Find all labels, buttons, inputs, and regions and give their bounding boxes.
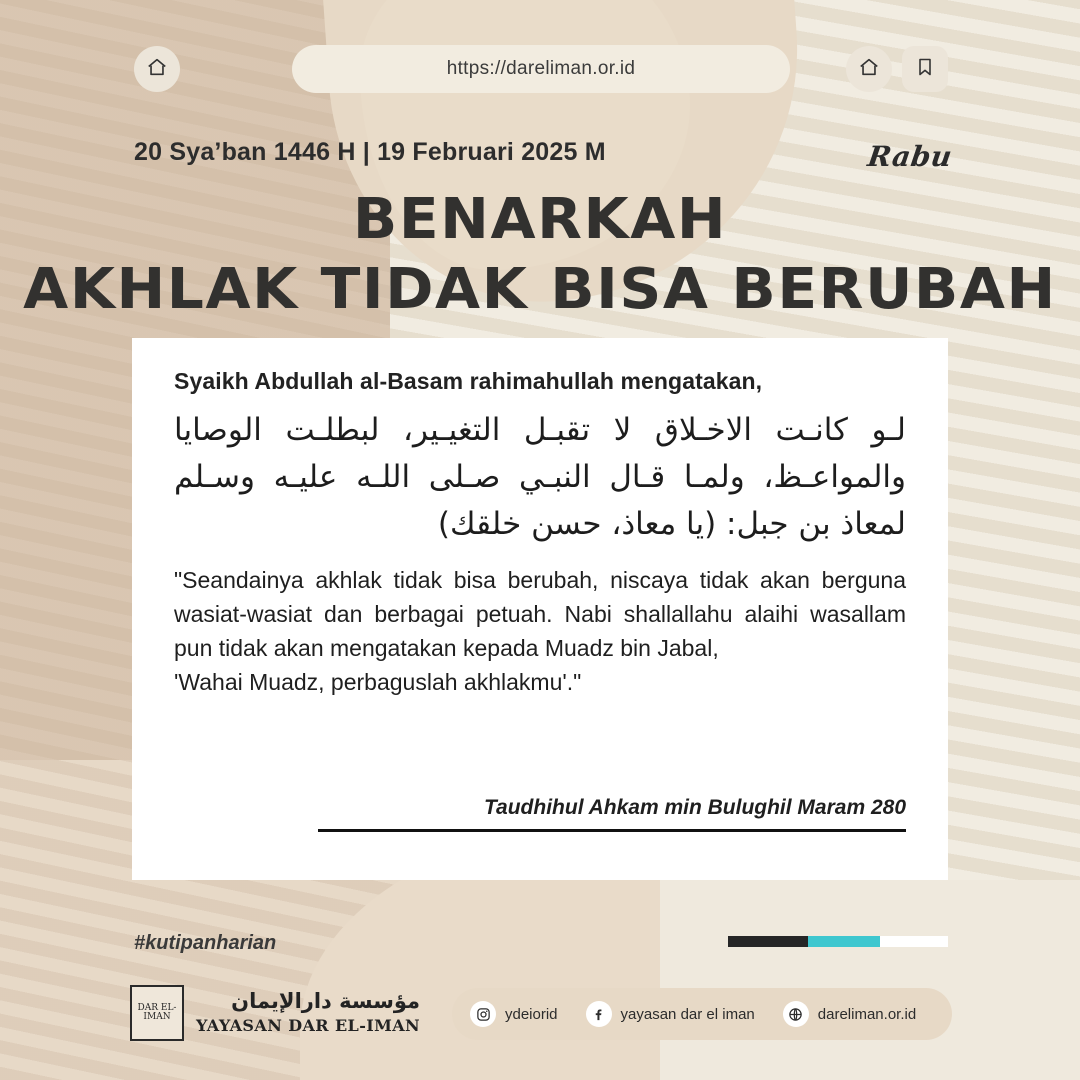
progress-segment-teal <box>808 936 880 947</box>
quote-attribution-lead: Syaikh Abdullah al-Basam rahimahullah mengatakan, <box>174 368 763 394</box>
home-button-right[interactable] <box>846 46 892 92</box>
bookmark-button[interactable] <box>902 46 948 92</box>
hijri-gregorian-date: 20 Sya’ban 1446 H | 19 Februari 2025 M <box>134 138 606 166</box>
source-text: Taudhihul Ahkam min Bulughil Maram 280 <box>484 796 906 819</box>
url-bar[interactable] <box>292 45 790 93</box>
progress-segment-light <box>880 936 948 947</box>
translation-paragraph-2: 'Wahai Muadz, perbaguslah akhlakmu'." <box>174 668 582 695</box>
translation-paragraph-1: "Seandainya akhlak tidak bisa berubah, niscaya tidak akan berguna wasiat-wasiat dan berbagai petuah. Nabi shallallahu alaihi wasallam pun tidak akan mengatakan kepada Muadz bin Jabal, <box>174 567 906 661</box>
source-rule <box>318 829 906 832</box>
social-instagram[interactable] <box>470 1001 558 1027</box>
day-name: Rabu <box>865 140 955 173</box>
instagram-icon <box>470 1001 496 1027</box>
page-title <box>0 187 1080 322</box>
social-website[interactable] <box>783 1001 916 1027</box>
social-bar <box>452 988 952 1040</box>
social-facebook[interactable] <box>586 1001 755 1027</box>
social-instagram-label: ydeiorid <box>505 1005 558 1023</box>
logo-arabic-name: مؤسسة دارالإيمان <box>231 989 421 1013</box>
social-facebook-label: yayasan dar el iman <box>620 1005 755 1023</box>
social-website-label: dareliman.or.id <box>817 1005 917 1023</box>
brand-logo <box>130 985 420 1041</box>
globe-icon <box>783 1001 809 1027</box>
facebook-icon <box>586 1001 612 1027</box>
title-line-2: AKHLAK TIDAK BISA BERUBAH <box>23 257 1057 322</box>
background-bottom-right-panel <box>660 880 1080 1080</box>
logo-mark-icon <box>130 985 184 1041</box>
title-line-1: BENARKAH <box>352 187 728 252</box>
source-citation <box>318 796 906 832</box>
url-text: https://dareliman.or.id <box>446 58 636 79</box>
home-icon <box>858 56 880 83</box>
translation-block <box>174 564 906 699</box>
bookmark-icon <box>915 56 935 83</box>
content-card <box>132 338 948 880</box>
logo-wordmark <box>196 991 420 1035</box>
logo-mark-text: DAR EL-IMAN <box>137 1002 177 1022</box>
home-button-left[interactable] <box>134 46 180 92</box>
arabic-quote: لـو كانـت الاخـلاق لا تقبـل التغيـير، لبطلـت الوصايا والمواعـظ، ولمـا قـال النبـي صـلى اللـه عليـه وسـلم لمعاذ بن جبل: (يا معاذ، حسن خلقك) <box>174 412 906 543</box>
logo-latin-name: YAYASAN DAR EL-IMAN <box>196 1016 421 1035</box>
progress-segment-dark <box>728 936 808 947</box>
hashtag-label: #kutipanharian <box>134 932 277 954</box>
progress-indicator <box>728 936 948 947</box>
home-icon <box>146 56 168 83</box>
